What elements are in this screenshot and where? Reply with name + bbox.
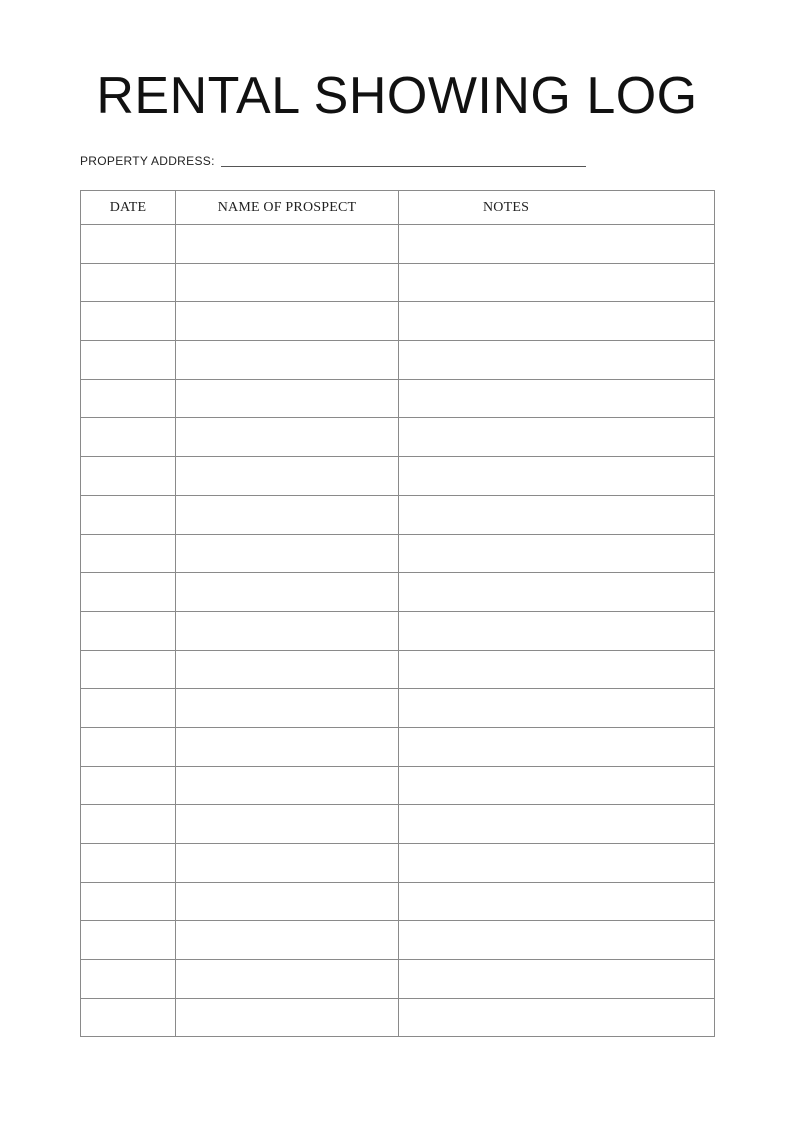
table-row bbox=[81, 263, 715, 302]
notes-cell bbox=[399, 650, 715, 689]
notes-cell-input[interactable] bbox=[399, 651, 714, 689]
table-row bbox=[81, 998, 715, 1037]
prospect-name-cell-input[interactable] bbox=[176, 999, 398, 1037]
notes-cell bbox=[399, 844, 715, 883]
column-header-name-of-prospect: NAME OF PROSPECT bbox=[176, 191, 399, 225]
table-row bbox=[81, 534, 715, 573]
date-cell-input[interactable] bbox=[81, 960, 175, 998]
table-row bbox=[81, 495, 715, 534]
notes-cell-input[interactable] bbox=[399, 689, 714, 727]
prospect-name-cell-input[interactable] bbox=[176, 264, 398, 302]
prospect-name-cell bbox=[176, 844, 399, 883]
date-cell bbox=[81, 263, 176, 302]
prospect-name-cell bbox=[176, 960, 399, 999]
date-cell-input[interactable] bbox=[81, 302, 175, 340]
date-cell bbox=[81, 341, 176, 380]
date-cell-input[interactable] bbox=[81, 728, 175, 766]
prospect-name-cell-input[interactable] bbox=[176, 844, 398, 882]
property-address-label: PROPERTY ADDRESS: bbox=[80, 154, 215, 168]
table-row bbox=[81, 302, 715, 341]
notes-cell-input[interactable] bbox=[399, 728, 714, 766]
table-row bbox=[81, 650, 715, 689]
notes-cell bbox=[399, 495, 715, 534]
property-address-row bbox=[80, 150, 586, 168]
notes-cell bbox=[399, 225, 715, 264]
table-row bbox=[81, 418, 715, 457]
date-cell bbox=[81, 534, 176, 573]
prospect-name-cell-input[interactable] bbox=[176, 883, 398, 921]
prospect-name-cell bbox=[176, 534, 399, 573]
date-cell bbox=[81, 882, 176, 921]
prospect-name-cell-input[interactable] bbox=[176, 960, 398, 998]
table-row bbox=[81, 727, 715, 766]
notes-cell bbox=[399, 689, 715, 728]
date-cell-input[interactable] bbox=[81, 999, 175, 1037]
prospect-name-cell-input[interactable] bbox=[176, 418, 398, 456]
prospect-name-cell-input[interactable] bbox=[176, 921, 398, 959]
date-cell-input[interactable] bbox=[81, 418, 175, 456]
prospect-name-cell bbox=[176, 573, 399, 612]
prospect-name-cell-input[interactable] bbox=[176, 457, 398, 495]
prospect-name-cell-input[interactable] bbox=[176, 380, 398, 418]
notes-cell bbox=[399, 611, 715, 650]
date-cell bbox=[81, 302, 176, 341]
notes-cell-input[interactable] bbox=[399, 535, 714, 573]
table-header-row bbox=[81, 191, 715, 225]
prospect-name-cell-input[interactable] bbox=[176, 535, 398, 573]
date-cell bbox=[81, 921, 176, 960]
date-cell-input[interactable] bbox=[81, 573, 175, 611]
prospect-name-cell bbox=[176, 495, 399, 534]
prospect-name-cell bbox=[176, 998, 399, 1037]
showing-log-table bbox=[80, 190, 715, 1037]
notes-cell-input[interactable] bbox=[399, 341, 714, 379]
prospect-name-cell-input[interactable] bbox=[176, 341, 398, 379]
date-cell bbox=[81, 611, 176, 650]
date-cell-input[interactable] bbox=[81, 844, 175, 882]
prospect-name-cell bbox=[176, 611, 399, 650]
prospect-name-cell-input[interactable] bbox=[176, 767, 398, 805]
notes-cell-input[interactable] bbox=[399, 380, 714, 418]
column-header-notes: NOTES bbox=[399, 191, 715, 225]
table-row bbox=[81, 882, 715, 921]
notes-cell bbox=[399, 302, 715, 341]
prospect-name-cell bbox=[176, 882, 399, 921]
prospect-name-cell bbox=[176, 379, 399, 418]
prospect-name-cell-input[interactable] bbox=[176, 302, 398, 340]
date-cell-input[interactable] bbox=[81, 921, 175, 959]
prospect-name-cell-input[interactable] bbox=[176, 689, 398, 727]
prospect-name-cell bbox=[176, 921, 399, 960]
table-row bbox=[81, 689, 715, 728]
notes-cell-input[interactable] bbox=[399, 496, 714, 534]
date-cell bbox=[81, 573, 176, 612]
prospect-name-cell bbox=[176, 341, 399, 380]
date-cell-input[interactable] bbox=[81, 496, 175, 534]
notes-cell bbox=[399, 727, 715, 766]
date-cell-input[interactable] bbox=[81, 612, 175, 650]
date-cell-input[interactable] bbox=[81, 767, 175, 805]
table-row bbox=[81, 921, 715, 960]
prospect-name-cell bbox=[176, 727, 399, 766]
table-row bbox=[81, 611, 715, 650]
date-cell bbox=[81, 418, 176, 457]
notes-cell-input[interactable] bbox=[399, 302, 714, 340]
notes-cell-input[interactable] bbox=[399, 999, 714, 1037]
date-cell-input[interactable] bbox=[81, 457, 175, 495]
date-cell bbox=[81, 844, 176, 883]
date-cell bbox=[81, 650, 176, 689]
notes-cell-input[interactable] bbox=[399, 418, 714, 456]
date-cell bbox=[81, 960, 176, 999]
notes-cell-input[interactable] bbox=[399, 921, 714, 959]
date-cell bbox=[81, 495, 176, 534]
notes-cell-input[interactable] bbox=[399, 264, 714, 302]
notes-cell bbox=[399, 766, 715, 805]
page-title: RENTAL SHOWING LOG bbox=[96, 67, 698, 125]
date-cell-input[interactable] bbox=[81, 264, 175, 302]
notes-cell-input[interactable] bbox=[399, 573, 714, 611]
date-cell-input[interactable] bbox=[81, 651, 175, 689]
prospect-name-cell-input[interactable] bbox=[176, 612, 398, 650]
date-cell bbox=[81, 689, 176, 728]
notes-cell-input[interactable] bbox=[399, 457, 714, 495]
date-cell bbox=[81, 766, 176, 805]
notes-cell-input[interactable] bbox=[399, 844, 714, 882]
date-cell bbox=[81, 457, 176, 496]
date-cell-input[interactable] bbox=[81, 805, 175, 843]
notes-cell-input[interactable] bbox=[399, 883, 714, 921]
table-row bbox=[81, 457, 715, 496]
prospect-name-cell bbox=[176, 225, 399, 264]
property-address-field[interactable] bbox=[221, 166, 586, 167]
notes-cell bbox=[399, 573, 715, 612]
date-cell bbox=[81, 379, 176, 418]
prospect-name-cell bbox=[176, 263, 399, 302]
date-cell-input[interactable] bbox=[81, 535, 175, 573]
table-row bbox=[81, 960, 715, 999]
notes-cell bbox=[399, 882, 715, 921]
notes-cell bbox=[399, 418, 715, 457]
notes-cell bbox=[399, 998, 715, 1037]
date-cell-input[interactable] bbox=[81, 689, 175, 727]
date-cell-input[interactable] bbox=[81, 380, 175, 418]
notes-cell bbox=[399, 379, 715, 418]
date-cell bbox=[81, 727, 176, 766]
notes-cell-input[interactable] bbox=[399, 805, 714, 843]
table-body bbox=[81, 225, 715, 1037]
table-row bbox=[81, 573, 715, 612]
prospect-name-cell-input[interactable] bbox=[176, 225, 398, 263]
prospect-name-cell-input[interactable] bbox=[176, 573, 398, 611]
notes-cell bbox=[399, 921, 715, 960]
date-cell-input[interactable] bbox=[81, 883, 175, 921]
date-cell-input[interactable] bbox=[81, 225, 175, 263]
table-row bbox=[81, 225, 715, 264]
column-header-date: DATE bbox=[81, 191, 176, 225]
date-cell bbox=[81, 805, 176, 844]
notes-cell-input[interactable] bbox=[399, 767, 714, 805]
notes-cell bbox=[399, 457, 715, 496]
prospect-name-cell bbox=[176, 766, 399, 805]
table-row bbox=[81, 766, 715, 805]
table-row bbox=[81, 341, 715, 380]
notes-cell bbox=[399, 534, 715, 573]
notes-cell bbox=[399, 341, 715, 380]
notes-cell-input[interactable] bbox=[399, 960, 714, 998]
notes-cell bbox=[399, 960, 715, 999]
prospect-name-cell bbox=[176, 302, 399, 341]
prospect-name-cell-input[interactable] bbox=[176, 805, 398, 843]
prospect-name-cell-input[interactable] bbox=[176, 651, 398, 689]
date-cell bbox=[81, 998, 176, 1037]
notes-cell bbox=[399, 805, 715, 844]
prospect-name-cell bbox=[176, 805, 399, 844]
prospect-name-cell bbox=[176, 689, 399, 728]
table-row bbox=[81, 379, 715, 418]
notes-cell bbox=[399, 263, 715, 302]
date-cell-input[interactable] bbox=[81, 341, 175, 379]
prospect-name-cell-input[interactable] bbox=[176, 496, 398, 534]
date-cell bbox=[81, 225, 176, 264]
prospect-name-cell bbox=[176, 457, 399, 496]
prospect-name-cell bbox=[176, 418, 399, 457]
notes-cell-input[interactable] bbox=[399, 612, 714, 650]
prospect-name-cell bbox=[176, 650, 399, 689]
notes-cell-input[interactable] bbox=[399, 225, 714, 263]
table-row bbox=[81, 844, 715, 883]
table-row bbox=[81, 805, 715, 844]
prospect-name-cell-input[interactable] bbox=[176, 728, 398, 766]
